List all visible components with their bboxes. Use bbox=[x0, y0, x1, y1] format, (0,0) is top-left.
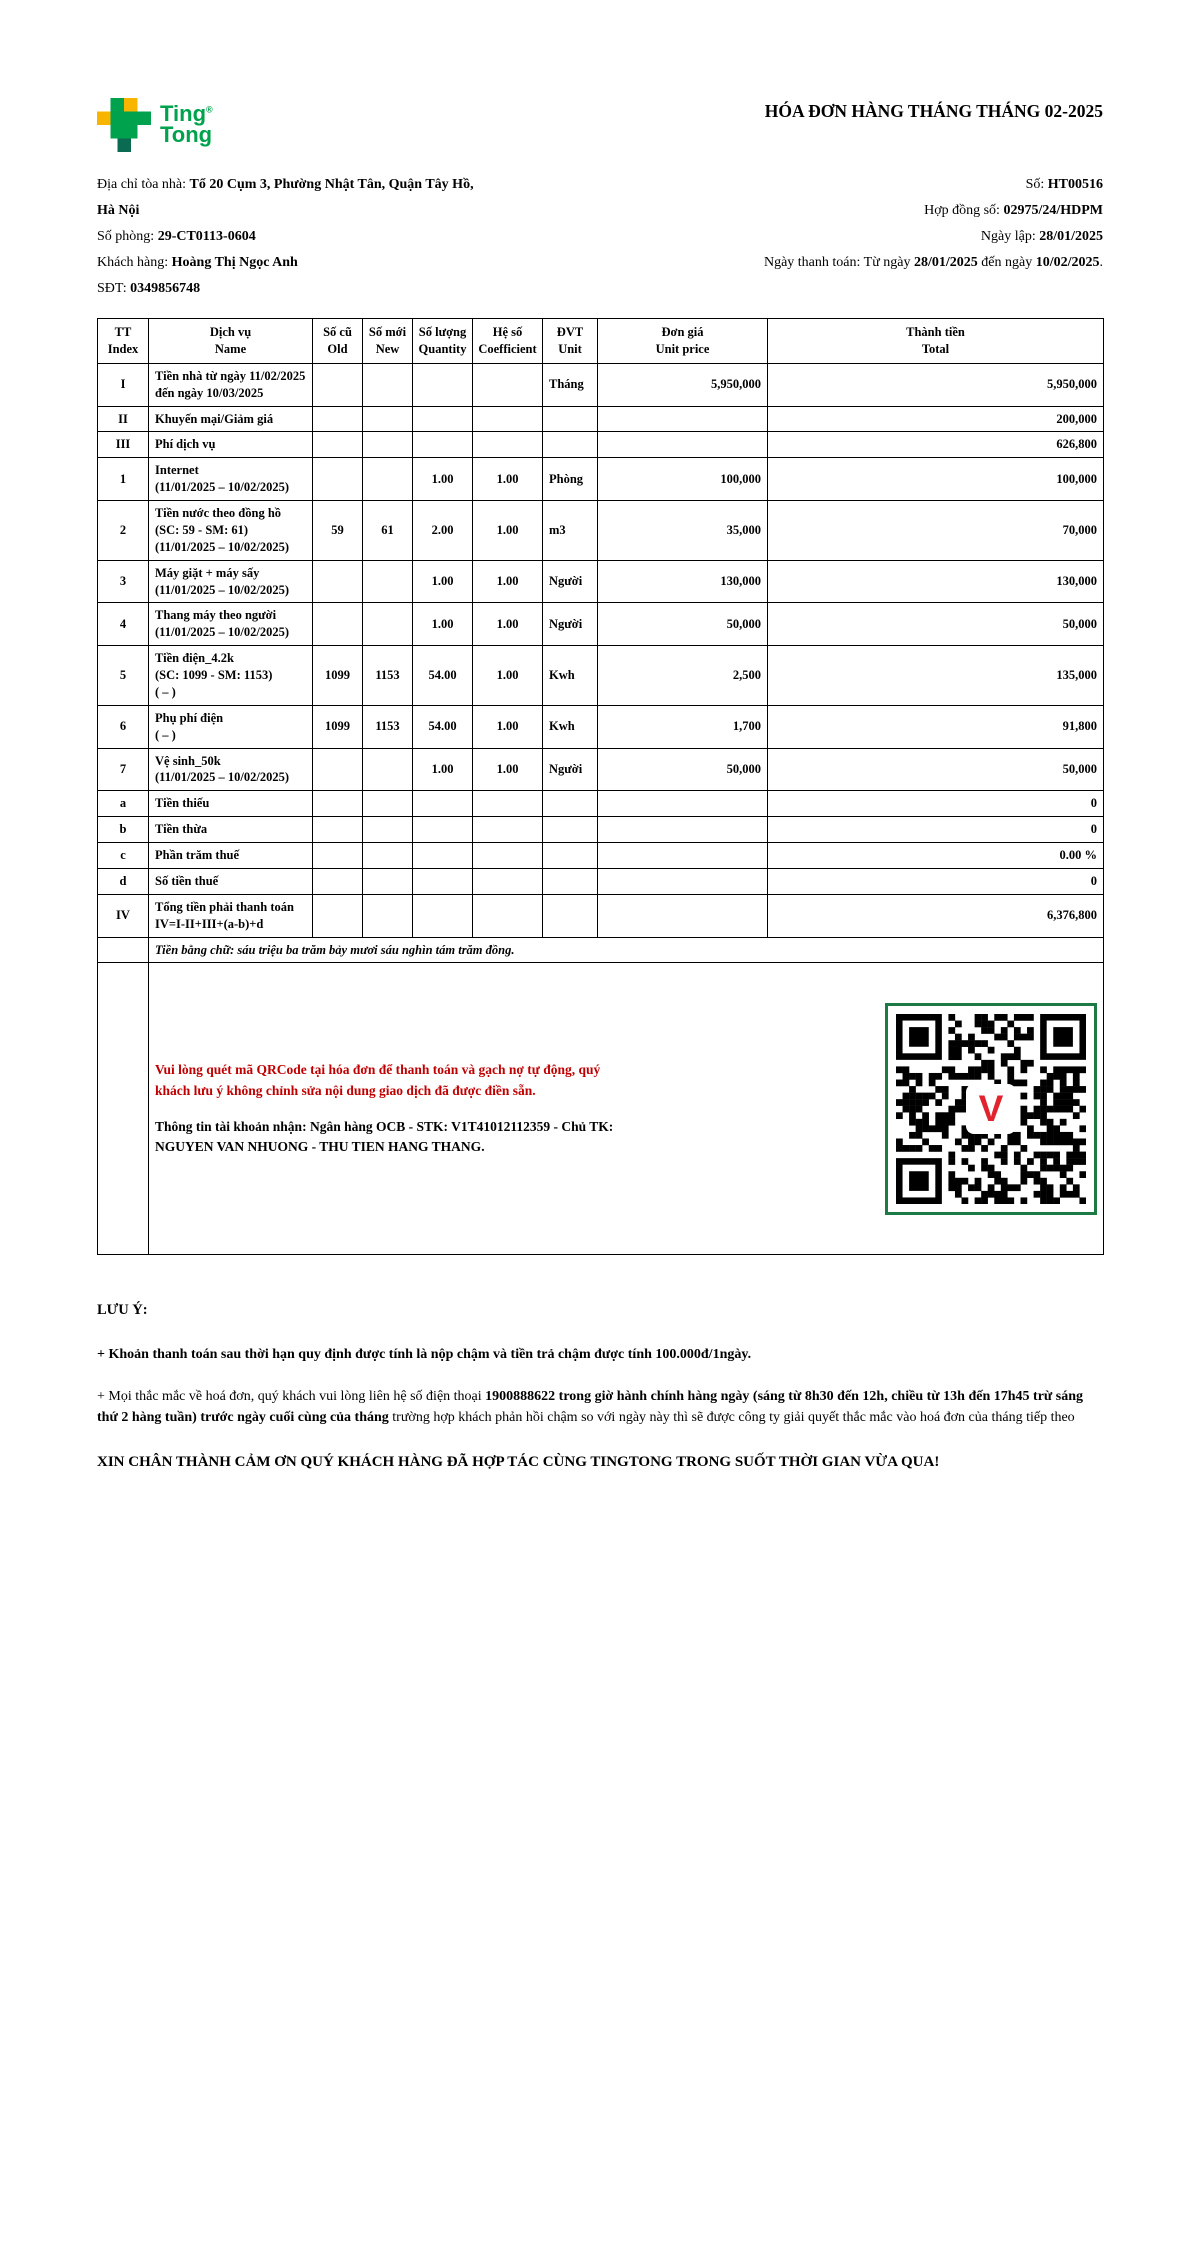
header-old: Số cũ Old bbox=[313, 319, 363, 364]
registered-mark: ® bbox=[206, 104, 213, 115]
cell-total: 50,000 bbox=[768, 603, 1104, 646]
amount-words-value: sáu triệu ba trăm bảy mươi sáu nghìn tám trăm đồng. bbox=[237, 942, 515, 957]
account-number: V1T41012112359 bbox=[451, 1118, 551, 1134]
cell-unit-price bbox=[598, 791, 768, 817]
invoice-table bbox=[97, 318, 1104, 1255]
room-value: 29-CT0113-0604 bbox=[157, 229, 256, 244]
cell-old: 59 bbox=[313, 501, 363, 561]
cell-quantity: 1.00 bbox=[413, 603, 473, 646]
cell-new bbox=[363, 748, 413, 791]
cell-old bbox=[313, 432, 363, 458]
room-label: Số phòng: bbox=[97, 229, 158, 244]
cell-index: 3 bbox=[98, 560, 149, 603]
cell-unit-price: 130,000 bbox=[598, 560, 768, 603]
cell-index: I bbox=[98, 363, 149, 406]
cell-total: 50,000 bbox=[768, 748, 1104, 791]
cell-quantity bbox=[413, 791, 473, 817]
hotline-note bbox=[97, 1386, 1103, 1429]
header bbox=[97, 98, 1103, 152]
cell-unit-price: 2,500 bbox=[598, 646, 768, 706]
cell-name: Phụ phí điện ( – ) bbox=[149, 705, 313, 748]
cell-total: 0 bbox=[768, 791, 1104, 817]
cell-new bbox=[363, 791, 413, 817]
cell-name: Tổng tiền phải thanh toán IV=I-II+III+(a-b)+d bbox=[149, 894, 313, 937]
cell-new bbox=[363, 817, 413, 843]
cell-unit-price: 35,000 bbox=[598, 501, 768, 561]
cell-name: Tiền thiếu bbox=[149, 791, 313, 817]
cell-new bbox=[363, 843, 413, 869]
hotline-note-part1: + Mọi thắc mắc về hoá đơn, quý khách vui lòng liên hệ số điện thoại bbox=[97, 1388, 486, 1404]
cell-new bbox=[363, 432, 413, 458]
qr-payment-row bbox=[98, 963, 1104, 1255]
cell-old bbox=[313, 560, 363, 603]
table-header bbox=[98, 319, 1104, 364]
cell-unit-price: 50,000 bbox=[598, 748, 768, 791]
amount-words-label: Tiền bằng chữ: bbox=[155, 942, 238, 957]
cell-new bbox=[363, 603, 413, 646]
info-left bbox=[97, 172, 620, 302]
table-row bbox=[98, 894, 1104, 937]
payment-from: 28/01/2025 bbox=[914, 255, 978, 270]
cell-unit-price bbox=[598, 868, 768, 894]
customer-phone bbox=[97, 276, 620, 302]
invoice-no-value: HT00516 bbox=[1047, 177, 1103, 192]
cell-quantity bbox=[413, 406, 473, 432]
cell-unit: Kwh bbox=[543, 705, 598, 748]
late-payment-note: + Khoản thanh toán sau thời hạn quy định được tính là nộp chậm và tiền trả chậm được tính 100.000đ/1ngày. bbox=[97, 1346, 752, 1362]
cell-old bbox=[313, 894, 363, 937]
account-end: . bbox=[481, 1139, 485, 1155]
invoice-number bbox=[620, 172, 1103, 198]
table-row bbox=[98, 868, 1104, 894]
cell-name: Vệ sinh_50k (11/01/2025 – 10/02/2025) bbox=[149, 748, 313, 791]
cell-quantity bbox=[413, 894, 473, 937]
cell-coefficient bbox=[473, 791, 543, 817]
header-unit-price: Đơn giá Unit price bbox=[598, 319, 768, 364]
cell-name: Số tiền thuế bbox=[149, 868, 313, 894]
tingtong-logo-icon bbox=[97, 98, 151, 152]
cell-unit: Phòng bbox=[543, 458, 598, 501]
cell-old bbox=[313, 748, 363, 791]
logo-line2: Tong bbox=[160, 122, 213, 147]
cell-total: 0 bbox=[768, 868, 1104, 894]
account-mid: - Chủ TK: bbox=[550, 1118, 614, 1134]
cell-old bbox=[313, 843, 363, 869]
phone-value: 0349856748 bbox=[130, 281, 201, 296]
header-coefficient: Hệ số Coefficient bbox=[473, 319, 543, 364]
cell-quantity: 1.00 bbox=[413, 560, 473, 603]
customer-name bbox=[97, 250, 620, 276]
cell-unit bbox=[543, 868, 598, 894]
cell-quantity: 54.00 bbox=[413, 646, 473, 706]
cell-quantity: 54.00 bbox=[413, 705, 473, 748]
table-row bbox=[98, 843, 1104, 869]
cell-total: 0.00 % bbox=[768, 843, 1104, 869]
issue-date bbox=[620, 224, 1103, 250]
cell-unit: m3 bbox=[543, 501, 598, 561]
cell-old: 1099 bbox=[313, 705, 363, 748]
cell-new bbox=[363, 406, 413, 432]
account-prefix: Thông tin tài khoản nhận: Ngân hàng OCB - STK: bbox=[155, 1118, 452, 1134]
customer-value: Hoàng Thị Ngọc Anh bbox=[171, 255, 298, 270]
issue-date-value: 28/01/2025 bbox=[1039, 229, 1103, 244]
amount-in-words bbox=[149, 937, 1104, 963]
cell-quantity: 2.00 bbox=[413, 501, 473, 561]
cell-index: c bbox=[98, 843, 149, 869]
tingtong-logo bbox=[97, 98, 213, 152]
cell-new bbox=[363, 363, 413, 406]
header-new: Số mới New bbox=[363, 319, 413, 364]
notes-section bbox=[97, 1299, 1103, 1474]
cell-unit-price: 1,700 bbox=[598, 705, 768, 748]
cell-coefficient: 1.00 bbox=[473, 560, 543, 603]
cell-coefficient bbox=[473, 817, 543, 843]
payment-to: 10/02/2025 bbox=[1035, 255, 1100, 270]
cell-unit-price bbox=[598, 843, 768, 869]
header-index: TT Index bbox=[98, 319, 149, 364]
cell-new bbox=[363, 560, 413, 603]
cell-name: Internet (11/01/2025 – 10/02/2025) bbox=[149, 458, 313, 501]
address-value: Tổ 20 Cụm 3, Phường Nhật Tân, Quận Tây Hồ, bbox=[189, 177, 474, 192]
cell-unit-price: 50,000 bbox=[598, 603, 768, 646]
invoice-info bbox=[97, 172, 1103, 302]
payment-mid: đến ngày bbox=[977, 255, 1036, 270]
cell-old bbox=[313, 406, 363, 432]
cell-quantity bbox=[413, 843, 473, 869]
cell-old bbox=[313, 817, 363, 843]
payment-instructions bbox=[155, 1060, 635, 1157]
cell-unit-price bbox=[598, 817, 768, 843]
table-row bbox=[98, 748, 1104, 791]
cell-unit bbox=[543, 406, 598, 432]
table-body bbox=[98, 363, 1104, 1255]
cell-new bbox=[363, 894, 413, 937]
hotline-number: 1900888622 trong giờ hành chính hàng ngày (sáng từ 8h30 đến 12h, chiều từ 13h đến 17h45 trừ sáng thứ 2 hàng tuần) bbox=[97, 1388, 1084, 1426]
cell-quantity bbox=[413, 817, 473, 843]
account-holder: NGUYEN VAN NHUONG - THU TIEN HANG THANG bbox=[155, 1139, 482, 1155]
cell-index: 6 bbox=[98, 705, 149, 748]
deadline-emphasis: trước ngày cuối cùng của tháng bbox=[200, 1410, 389, 1426]
cell-total: 100,000 bbox=[768, 458, 1104, 501]
cell-new bbox=[363, 868, 413, 894]
cell-name: Tiền điện_4.2k (SC: 1099 - SM: 1153) ( – ) bbox=[149, 646, 313, 706]
thank-you-message: XIN CHÂN THÀNH CẢM ƠN QUÝ KHÁCH HÀNG ĐÃ HỢP TÁC CÙNG TINGTONG TRONG SUỐT THỜI GIAN VỪA QUA! bbox=[97, 1453, 940, 1470]
cell-total: 626,800 bbox=[768, 432, 1104, 458]
cell-index: II bbox=[98, 406, 149, 432]
qr-code bbox=[885, 1003, 1097, 1215]
table-row bbox=[98, 501, 1104, 561]
cell-old: 1099 bbox=[313, 646, 363, 706]
cell-quantity: 1.00 bbox=[413, 458, 473, 501]
address-label: Địa chỉ tòa nhà: bbox=[97, 177, 190, 192]
cell-index: b bbox=[98, 817, 149, 843]
cell-index: 5 bbox=[98, 646, 149, 706]
cell-coefficient: 1.00 bbox=[473, 705, 543, 748]
cell-index: a bbox=[98, 791, 149, 817]
cell-index: d bbox=[98, 868, 149, 894]
table-row bbox=[98, 791, 1104, 817]
vietqr-logo-icon: V bbox=[966, 1084, 1016, 1134]
cell-coefficient: 1.00 bbox=[473, 646, 543, 706]
cell-unit bbox=[543, 843, 598, 869]
cell-total: 130,000 bbox=[768, 560, 1104, 603]
payment-period bbox=[620, 250, 1103, 276]
cell-total: 0 bbox=[768, 817, 1104, 843]
cell-quantity bbox=[413, 432, 473, 458]
info-right bbox=[620, 172, 1103, 302]
notes-heading: LƯU Ý: bbox=[97, 1302, 148, 1319]
cell-unit: Người bbox=[543, 748, 598, 791]
table-row bbox=[98, 646, 1104, 706]
header-quantity: Số lượng Quantity bbox=[413, 319, 473, 364]
amount-in-words-row bbox=[98, 937, 1104, 963]
invoice-no-label: Số: bbox=[1025, 177, 1048, 192]
cell-total: 6,376,800 bbox=[768, 894, 1104, 937]
cell-quantity bbox=[413, 868, 473, 894]
cell-old bbox=[313, 868, 363, 894]
logo-text bbox=[160, 101, 213, 147]
cell-index: 1 bbox=[98, 458, 149, 501]
cell-index: IV bbox=[98, 894, 149, 937]
cell-old bbox=[313, 603, 363, 646]
cell-unit bbox=[543, 817, 598, 843]
document-title: HÓA ĐƠN HÀNG THÁNG THÁNG 02-2025 bbox=[764, 101, 1103, 121]
cell-unit-price bbox=[598, 894, 768, 937]
cell-coefficient: 1.00 bbox=[473, 501, 543, 561]
cell-index: 2 bbox=[98, 501, 149, 561]
cell-name: Phần trăm thuế bbox=[149, 843, 313, 869]
qr-notice-text: Vui lòng quét mã QRCode tại hóa đơn để thanh toán và gạch nợ tự động, quý khách lưu ý không chỉnh sửa nội dung giao dịch đã được điền sẵn. bbox=[155, 1062, 601, 1098]
cell-coefficient bbox=[473, 406, 543, 432]
bank-account-info bbox=[155, 1117, 635, 1158]
cell-index: 4 bbox=[98, 603, 149, 646]
table-row bbox=[98, 603, 1104, 646]
contract-label: Hợp đồng số: bbox=[924, 203, 1004, 218]
room-number bbox=[97, 224, 620, 250]
cell-name: Máy giặt + máy sấy (11/01/2025 – 10/02/2025) bbox=[149, 560, 313, 603]
contract-value: 02975/24/HDPM bbox=[1003, 203, 1103, 218]
table-row bbox=[98, 560, 1104, 603]
table-row bbox=[98, 363, 1104, 406]
cell-coefficient: 1.00 bbox=[473, 603, 543, 646]
building-address-line2 bbox=[97, 198, 620, 224]
cell-unit-price bbox=[598, 406, 768, 432]
cell-total: 91,800 bbox=[768, 705, 1104, 748]
cell-coefficient: 1.00 bbox=[473, 748, 543, 791]
cell-coefficient: 1.00 bbox=[473, 458, 543, 501]
cell-coefficient bbox=[473, 894, 543, 937]
cell-index bbox=[98, 963, 149, 1255]
cell-coefficient bbox=[473, 843, 543, 869]
header-total: Thành tiền Total bbox=[768, 319, 1104, 364]
cell-unit-price bbox=[598, 432, 768, 458]
cell-name: Thang máy theo người (11/01/2025 – 10/02/2025) bbox=[149, 603, 313, 646]
cell-old bbox=[313, 458, 363, 501]
table-row bbox=[98, 406, 1104, 432]
table-row bbox=[98, 705, 1104, 748]
cell-total: 70,000 bbox=[768, 501, 1104, 561]
issue-date-label: Ngày lập: bbox=[980, 229, 1040, 244]
cell-unit-price: 100,000 bbox=[598, 458, 768, 501]
cell-index: 7 bbox=[98, 748, 149, 791]
table-row bbox=[98, 817, 1104, 843]
cell-unit: Kwh bbox=[543, 646, 598, 706]
hotline-note-part3: trường hợp khách phản hồi chậm so với ngày này thì sẽ được công ty giải quyết thắc mắc vào hoá đơn của tháng tiếp theo bbox=[388, 1410, 1075, 1426]
cell-new: 1153 bbox=[363, 646, 413, 706]
cell-name: Tiền nhà từ ngày 11/02/2025 đến ngày 10/03/2025 bbox=[149, 363, 313, 406]
qr-payment-cell bbox=[149, 963, 1104, 1255]
cell-new: 61 bbox=[363, 501, 413, 561]
cell-coefficient bbox=[473, 868, 543, 894]
cell-unit: Người bbox=[543, 603, 598, 646]
phone-label: SĐT: bbox=[97, 281, 131, 296]
cell-total: 135,000 bbox=[768, 646, 1104, 706]
address-value-2: Hà Nội bbox=[97, 203, 140, 218]
header-service: Dịch vụ Name bbox=[149, 319, 313, 364]
logo-line1: Ting® bbox=[160, 101, 213, 127]
cell-index bbox=[98, 937, 149, 963]
cell-old bbox=[313, 363, 363, 406]
cell-index: III bbox=[98, 432, 149, 458]
customer-label: Khách hàng: bbox=[97, 255, 172, 270]
contract-number bbox=[620, 198, 1103, 224]
cell-unit bbox=[543, 791, 598, 817]
cell-unit: Người bbox=[543, 560, 598, 603]
cell-name: Khuyến mại/Giảm giá bbox=[149, 406, 313, 432]
building-address-line1 bbox=[97, 172, 620, 198]
cell-coefficient bbox=[473, 363, 543, 406]
cell-coefficient bbox=[473, 432, 543, 458]
cell-new: 1153 bbox=[363, 705, 413, 748]
cell-total: 200,000 bbox=[768, 406, 1104, 432]
payment-label: Ngày thanh toán: Từ ngày bbox=[763, 255, 914, 270]
cell-new bbox=[363, 458, 413, 501]
cell-old bbox=[313, 791, 363, 817]
table-row bbox=[98, 432, 1104, 458]
cell-name: Tiền nước theo đồng hồ (SC: 59 - SM: 61) (11/01/2025 – 10/02/2025) bbox=[149, 501, 313, 561]
cell-quantity bbox=[413, 363, 473, 406]
cell-total: 5,950,000 bbox=[768, 363, 1104, 406]
table-row bbox=[98, 458, 1104, 501]
cell-unit bbox=[543, 432, 598, 458]
cell-name: Tiền thừa bbox=[149, 817, 313, 843]
header-unit: ĐVT Unit bbox=[543, 319, 598, 364]
cell-unit-price: 5,950,000 bbox=[598, 363, 768, 406]
payment-end: . bbox=[1099, 255, 1103, 270]
cell-unit: Tháng bbox=[543, 363, 598, 406]
cell-unit bbox=[543, 894, 598, 937]
cell-name: Phí dịch vụ bbox=[149, 432, 313, 458]
cell-quantity: 1.00 bbox=[413, 748, 473, 791]
